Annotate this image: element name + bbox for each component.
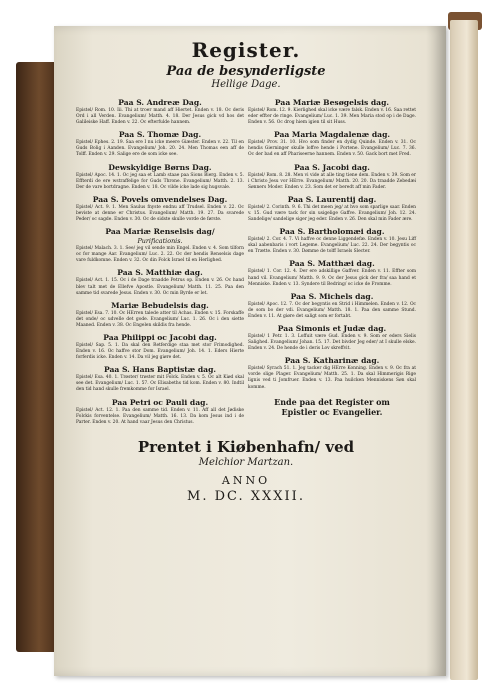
register-entry-heading: Paa S. Matthæi dag. <box>289 259 375 269</box>
page-gutter-shadow <box>426 26 446 676</box>
register-column-right-entries <box>248 98 416 391</box>
register-entry-heading: Paa S. Povels omvendelses Dag. <box>92 194 228 204</box>
page-subtitle: Paa de besynderligste <box>166 64 326 79</box>
register-entry-heading: Paa S. Hans Baptistæ dag. <box>103 365 217 375</box>
register-entry <box>76 98 244 126</box>
register-entry-body: Epistel/ Act. 1. 15. Oc i de Dage traadde Petrus op. Enden v. 26. Oc hand blev talt met de Ellefve Apostle. Evangelium/ Matth. 11. 25. Paa den samme tid svarede Jesus. Enden v. 30. Oc min Byrde er let. <box>76 278 244 296</box>
register-entry <box>248 195 416 223</box>
register-entry-body: Epistel/ Syrach 51. 1. Jeg tacker dig HErre Konning. Enden v. 9. Oc fra at vorde slige Plager. Evangelium/ Matth. 25. 1. Da skal Himmerigis Rige lignis ved ti Jomfruer. Enden v. 13. Paa huilcken Menniskens Søn skal komme. <box>248 366 416 390</box>
register-entry <box>76 195 244 223</box>
imprint-printer: Melchior Martzan. <box>198 456 294 468</box>
book <box>20 20 482 680</box>
register-entry-body: Epistel/ Prov. 31. 10. Hvo som finder en dydig Quinde. Enden v. 31. Oc hendis Gierninger skulle loffve hende i Portene. Evangelium/ Luc. 7. 36. Oc der bad en aff Phariseerne hannem. Enden v. 50. Gack bort met Fred. <box>248 140 416 158</box>
register-entry-heading: Paa Simonis et Judæ dag. <box>277 323 387 333</box>
register-entry-body: Epistel/ Sap. 5. 1. Da skal den Retferdige staa met stor Frimodighed. Enden v. 16. Oc haffve stor Dom. Evangelium/ Joh. 14. 1. Eders Hierte forferdis icke. Enden v. 14. Da vil jeg giøre det. <box>76 342 244 361</box>
register-entry-heading: Mariæ Bebudelsis dag. <box>111 300 209 310</box>
register-entry-body: Epistel/ 1. Cor. 12. 4. Der ere adskillige Gaffver. Enden v. 11. Effter som hand vil. Evangelium/ Matth. 9. 9. Oc der Jesus gick der fra/ saa hand et Menniske. Enden v. 13. Syndere til Bedring/ oc icke de Fromme. <box>248 269 416 287</box>
register-entry <box>248 324 416 352</box>
register-entry-heading: Paa S. Matthiæ dag. <box>117 268 203 278</box>
register-entry-body: Epistel/ Ephes. 2. 19. Saa ere I nu icke meere Giæster. Enden v. 22. Til en Guds Bolig i Aanden. Evangelium/ Joh. 20. 24. Men Thomas een aff de Tolff. Enden v. 29. Salige ere de som icke see. <box>76 140 244 158</box>
book-cover-left <box>16 62 58 652</box>
register-entry-heading: Paa S. Jacobi dag. <box>294 162 370 172</box>
register-entry <box>76 130 244 158</box>
register-column-right <box>248 96 416 430</box>
register-entry-heading: Paa S. Katharinæ dag. <box>284 356 380 366</box>
register-entry-heading: Paa Maria Magdalenæ dag. <box>273 130 391 140</box>
register-entry <box>76 163 244 191</box>
register-columns <box>76 96 416 430</box>
register-entry <box>76 333 244 361</box>
register-entry <box>248 292 416 320</box>
imprint-printed: Prentet i Kiøbenhafn/ ved <box>137 437 355 456</box>
book-page <box>54 26 446 676</box>
register-entry-body: Epistel/ Malach. 3. 1. See/ jeg vil sende min Engel. Enden v. 4. Som tilforn oc for mange Aar. Evangelium/ Luc. 2. 22. Oc der hendis Renselsis dage vare fuldkomne. Enden v. 32. Oc din Folck Israel til en Herlighed. <box>76 246 244 264</box>
register-ending-line2: Epistler oc Evangelier. <box>281 406 383 417</box>
register-entry-body: Epistel/ Rom. 8. 28. Men vi vide at alle ting tiene dem. Enden v. 39. Som er i Christo Jesu vor HErre. Evangelium/ Matth. 20. 20. Da traadde Zebedæi Sønners Moder. Enden v. 23. Som det er beredt aff min Fader. <box>248 172 416 190</box>
register-entry <box>248 227 416 255</box>
register-column-left <box>76 96 244 430</box>
register-entry-body: Epistel/ 2. Cor. 4. 7. Vi haffve oc denne Liggendefæ. Enden v. 10. Jesu Liff skal aabenbaris i vort Legeme. Evangelium/ Luc. 22. 24. Der begyntis oc en Trætte. Enden v. 30. Dømme de tolff Israels Slecter. <box>248 237 416 255</box>
register-entry-heading: Paa Mariæ Renselsis dag/ <box>105 227 215 237</box>
register-entry-body: Epistel/ Esa. 7. 10. Oc HErren talede atter til Achas. Enden v. 15. Forskaffe det onde/ oc udvelle det gode. Evangelium/ Luc. 1. 26. Oc i den siette Maaned. Enden v. 38. Oc Engelen skildis fra hende. <box>76 310 244 328</box>
register-entry <box>248 259 416 287</box>
register-entry-body: Epistel/ Rom. 10. Iii. Thi at troer mand aff Hiertet. Enden v. 18. Oc deris Ord i all Verden. Evangelium/ Matth. 4. 18. Der Jesus gick vd hos det Galileiske Haff. Enden v. 22. Oc efterfulde hannem. <box>76 108 244 126</box>
register-ending <box>248 397 416 417</box>
register-entry <box>76 398 244 426</box>
register-ending-line1: Ende paa det Register om <box>274 396 390 407</box>
register-entry-body: Epistel/ Apoc. 14. 1. Oc jeg saa et Lamb staae paa Sions Bierg. Enden v. 5. Effterdi de ere wstraffelige for Guds Throne. Evangelium/ Matth. 2. 13. Der de vare bortdragne. Enden v. 18. Oc vilde icke lade sig hugsvale. <box>76 172 244 190</box>
register-entry <box>248 98 416 126</box>
book-page-edges-right <box>450 20 478 680</box>
register-entry-body: Epistel/ Act. 12. 1. Paa den samme tid. Enden v. 11. Aff all det Jødiske Folckis forventelse. Evangelium/ Matth. 16. 13. Da kom Jesus ind i de Parter. Enden v. 20. At hand vaar Jesus den Christus. <box>76 407 244 425</box>
register-entry-body: Epistel/ Act. 9. 1. Men Saulus fnyste endnu aff Trudsel. Enden v. 22. Oc beviste at denne er Christus. Evangelium/ Matth. 19. 27. Da svarede Peder/ oc sagde. Enden v. 30. Oc de sidste skulle vorde de første. <box>76 204 244 223</box>
page-content <box>76 32 416 504</box>
register-entry-heading: Paa Mariæ Besøgelsis dag. <box>274 98 390 107</box>
register-entry <box>76 365 244 393</box>
register-entry-body: Epistel/ 1 Petr. 1. 3. Loffuit være Gud. Enden v. 9. Som er eders Sielis Salighed. Evangelium/ Johan. 15. 17. Det bivder Jeg eder/ at I skulle elske. Enden v. 24. De hende de i deris Lov skreffvit. <box>248 333 416 352</box>
register-entry <box>248 130 416 158</box>
register-entry-heading: Paa S. Michels dag. <box>290 291 374 301</box>
register-entry-heading: Paa S. Bartholomæi dag. <box>279 227 385 237</box>
register-entry <box>76 268 244 296</box>
imprint-anno: ANNO <box>221 473 271 487</box>
register-entry-body: Epistel/ 2. Corinth. 9. 6. Thi det meen jeg/ at hvo som sparlige saar. Enden v. 15. Gud være tack for sin usigelige Gaffve. Evangelium/ Joh. 12. 24. Sandelige/ sandelige siger jeg eder. Enden v. 26. Den skal min Fader ære. <box>248 204 416 223</box>
register-entry-body: Epistel/ Esa. 40. 1. Trøster/ trøster mit Folck. Enden v. 5. Oc alt Kiød skal see det. Evangelium/ Luc. 1. 57. Oc Elisabeths tid kom. Enden v. 80. Indtil den tid hand skulle fremkomme for Israel. <box>76 375 244 393</box>
page-title: Register. <box>191 38 301 62</box>
page-subtitle-line2: Hellige Dage. <box>211 79 281 90</box>
register-entry-body: Epistel/ Apoc. 12. 7. Oc der begyntis en Strid i Himmelen. Enden v. 12. Oc de som bo der vdi. Evangelium/ Matth. 18. 1. Paa den samme Stund. Enden v. 11. At giøre det saligt som er fortabt. <box>248 301 416 319</box>
register-entry-heading: Dewskyldige Børns Dag. <box>108 162 212 172</box>
register-entry-heading: Paa S. Thomæ Dag. <box>118 130 202 140</box>
register-entry-heading: Paa Philippi oc Jacobi dag. <box>103 332 217 342</box>
register-entry <box>76 301 244 329</box>
register-entry <box>76 227 244 264</box>
register-entry-heading-italic: Purificationis. <box>137 237 183 246</box>
imprint-year: M. DC. XXXII. <box>187 488 305 504</box>
register-entry-heading: Paa S. Andreæ Dag. <box>118 98 202 107</box>
register-entry-heading: Paa S. Laurentij dag. <box>287 194 377 204</box>
register-entry-heading: Paa Petri oc Pauli dag. <box>111 397 209 407</box>
register-entry-body: Epistel/ Rom. 12. 9. Kierlighed skal icke være falsk. Enden v. 16. Saa rettet eder effter de ringe. Evangelium/ Luc. 1. 39. Men Maria stod op i de Dage. Enden v. 56. Oc drog hiem igien til sit Huss. <box>248 108 416 126</box>
register-entry <box>248 163 416 191</box>
register-entry <box>248 356 416 390</box>
